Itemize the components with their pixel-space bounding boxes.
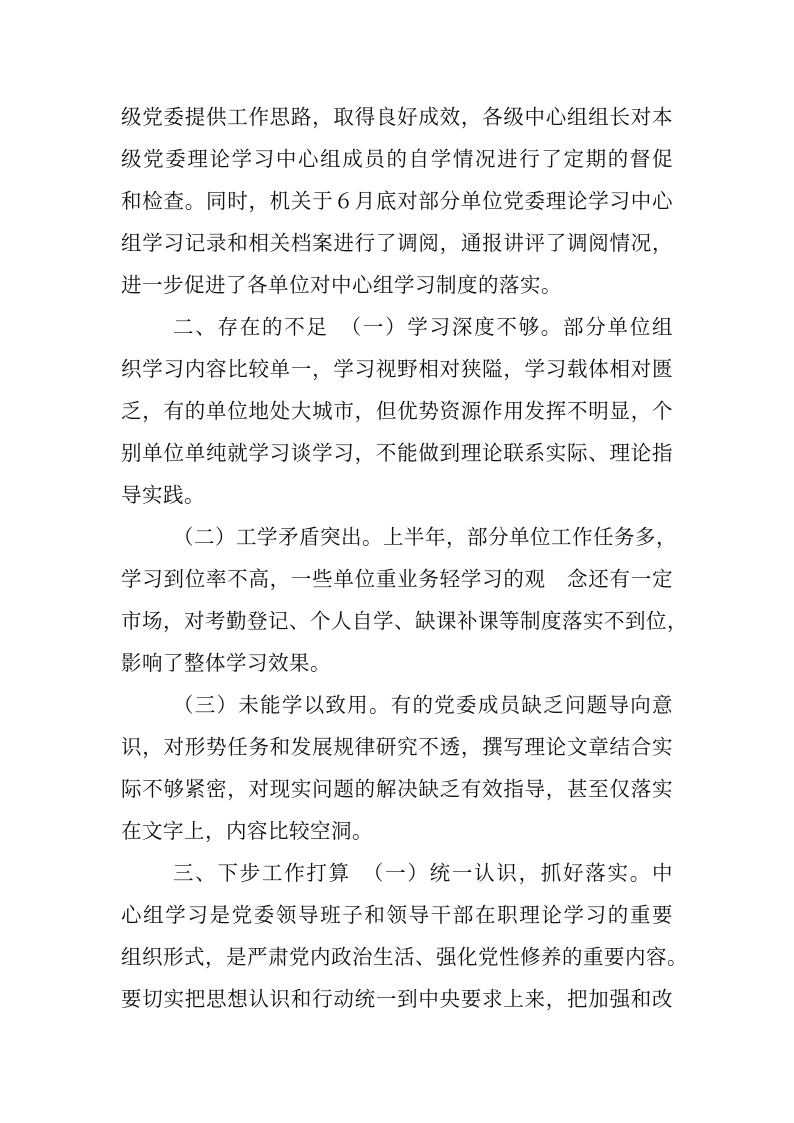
text-line: 织学习内容比较单一，学习视野相对狭隘，学习载体相对匮: [121, 357, 673, 381]
text-line: 际不够紧密，对现实问题的解决缺乏有效指导，甚至仅落实: [121, 777, 673, 801]
text-line: 识，对形势任务和发展规律研究不透，撰写理论文章结合实: [121, 735, 673, 759]
paragraph-start-line: （二）工学矛盾突出。上半年，部分单位工作任务多，: [173, 525, 677, 549]
text-line: 进一步促进了各单位对中心组学习制度的落实。: [121, 273, 562, 297]
text-line: 学习到位率不高，一些单位重业务轻学习的观 念还有一定: [121, 567, 673, 591]
text-line: 市场，对考勤登记、个人自学、缺课补课等制度落实不到位，: [121, 609, 688, 633]
text-line: 心组学习是党委领导班子和领导干部在职理论学习的重要: [121, 903, 673, 927]
text-line: 和检查。同时，机关于６月底对部分单位党委理论学习中心: [121, 189, 673, 213]
paragraph-start-line: （三）未能学以致用。有的党委成员缺乏问题导向意: [173, 693, 673, 717]
text-line: 组织形式，是严肃党内政治生活、强化党性修养的重要内容。: [121, 945, 688, 969]
text-line: 在文字上，内容比较空洞。: [121, 819, 373, 843]
text-line: 影响了整体学习效果。: [121, 651, 331, 675]
text-line: 组学习记录和相关档案进行了调阅，通报讲评了调阅情况，: [121, 231, 673, 255]
section-heading-line: 二、存在的不足 （一）学习深度不够。部分单位组: [173, 315, 673, 339]
text-line: 要切实把思想认识和行动统一到中央要求上来，把加强和改: [121, 987, 673, 1011]
text-line: 导实践。: [121, 483, 205, 507]
text-line: 级党委提供工作思路，取得良好成效，各级中心组组长对本: [121, 105, 673, 129]
section-heading-line: 三、下步工作打算 （一）统一认识，抓好落实。中: [173, 861, 673, 885]
text-line: 乏，有的单位地处大城市，但优势资源作用发挥不明显，个: [121, 399, 673, 423]
text-line: 别单位单纯就学习谈学习，不能做到理论联系实际、理论指: [121, 441, 673, 465]
text-line: 级党委理论学习中心组成员的自学情况进行了定期的督促: [121, 147, 673, 171]
